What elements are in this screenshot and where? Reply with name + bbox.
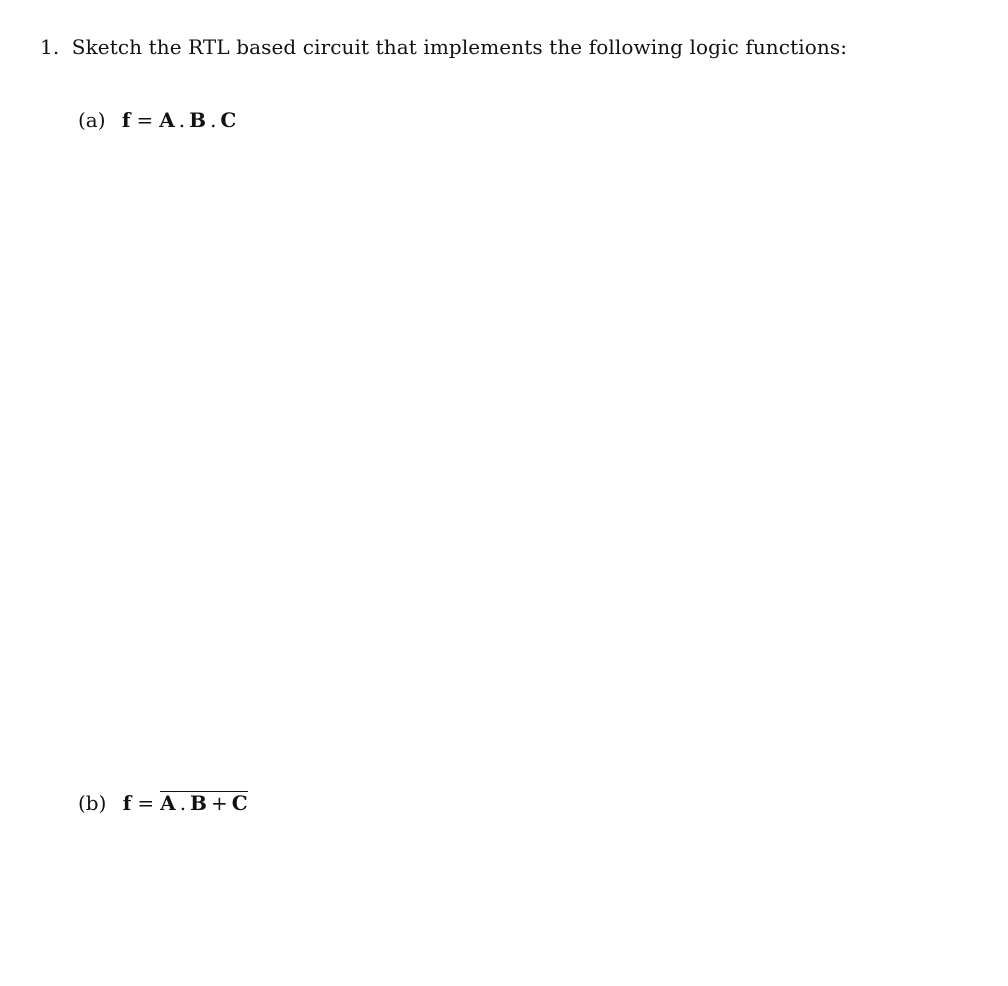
part-a-label: (a) (78, 108, 106, 132)
part-b-term-c: C (231, 791, 248, 815)
part-a-term-c: C (220, 108, 237, 132)
part-b-label: (b) (78, 791, 107, 815)
part-a-term-b: B (189, 108, 207, 132)
part-a-equation (122, 108, 236, 132)
question-1 (40, 35, 847, 59)
part-b-op-2: + (210, 791, 228, 815)
part-b-lhs: f (122, 791, 132, 815)
part-a-op-2: . (210, 108, 217, 132)
part-a-equals: = (136, 108, 154, 132)
part-b-op-1: . (179, 791, 187, 815)
part-b-equation (123, 791, 248, 815)
part-b (78, 791, 248, 815)
question-number: 1. (40, 35, 60, 59)
part-a-lhs: f (121, 108, 131, 132)
part-a-term-a: A (159, 108, 175, 132)
question-text: Sketch the RTL based circuit that implements the following logic functions: (71, 35, 848, 59)
part-a (78, 108, 236, 132)
part-a-op-1: . (178, 108, 186, 132)
part-b-term-a: A (160, 791, 176, 815)
part-b-negated-expression (160, 791, 247, 814)
part-b-equals: = (137, 791, 155, 815)
part-b-term-b: B (190, 791, 207, 815)
